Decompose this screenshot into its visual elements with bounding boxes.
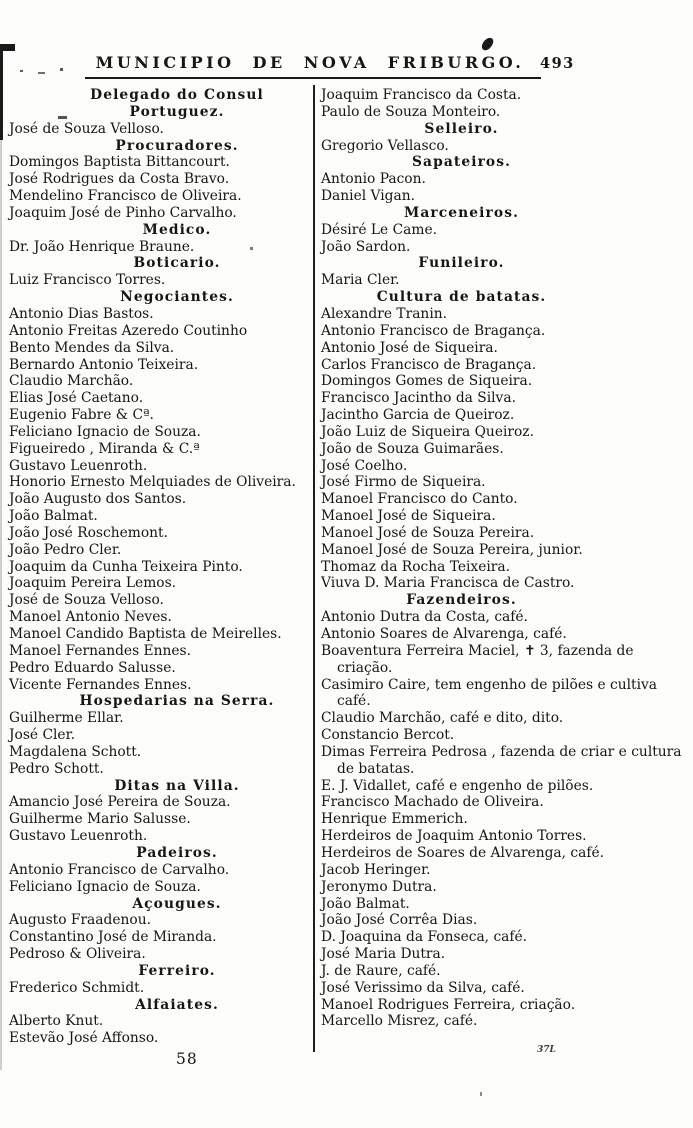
directory-entry: Elias José Caetano.	[9, 390, 144, 407]
directory-entry: Dr. João Henrique Braune.	[9, 238, 195, 255]
directory-entry: Eugenio Fabre & Cª.	[9, 407, 154, 424]
directory-entry: Joaquim José de Pinho Carvalho.	[9, 204, 237, 221]
directory-entry: Guilherme Ellar.	[9, 710, 124, 727]
directory-entry: Manoel Candido Baptista de Meirelles.	[9, 626, 282, 642]
directory-entry: Antonio Francisco de Carvalho.	[9, 861, 230, 878]
header-rule	[85, 77, 541, 79]
directory-entry: Magdalena Schott.	[9, 743, 142, 760]
directory-entry: Joaquim Pereira Lemos.	[9, 575, 177, 592]
scan-artifact	[250, 247, 253, 250]
directory-entry: Manoel Rodrigues Ferreira, criação.	[321, 996, 576, 1013]
directory-entry: José Coelho.	[321, 457, 408, 474]
category-heading: Ferreiro.	[138, 962, 216, 979]
scan-artifact	[58, 116, 67, 119]
directory-entry: Antonio José de Siqueira.	[321, 339, 498, 356]
scan-artifact	[0, 140, 2, 1070]
page-number: 493	[540, 55, 575, 72]
directory-entry: Antonio Dias Bastos.	[9, 305, 154, 322]
directory-entry: Bento Mendes da Silva.	[9, 339, 175, 356]
directory-entry: Domingos Gomes de Siqueira.	[321, 373, 533, 390]
directory-entry: Marcello Misrez, café.	[321, 1013, 478, 1030]
directory-entry: Maria Cler.	[321, 272, 400, 289]
directory-entry: Daniel Vigan.	[321, 188, 416, 205]
category-heading: Selleiro.	[424, 120, 499, 137]
directory-entry: José Rodrigues da Costa Bravo.	[9, 171, 230, 188]
directory-entry: Désiré Le Came.	[321, 221, 437, 238]
directory-entry: Gregorio Vellasco.	[321, 137, 449, 154]
directory-entry: João Sardon.	[321, 238, 411, 255]
signature-mark: 58	[176, 1050, 198, 1068]
scan-artifact	[480, 36, 495, 53]
directory-entry: Estevão José Affonso.	[9, 1030, 159, 1047]
category-heading: Delegado do Consul Portuguez.	[90, 87, 264, 120]
directory-entry: José de Souza Velloso.	[9, 592, 164, 609]
directory-entry: Manoel Francisco do Canto.	[321, 491, 518, 508]
right-column	[321, 87, 686, 1030]
directory-entry: Mendelino Francisco de Oliveira.	[9, 188, 242, 205]
directory-entry: João Balmat.	[321, 895, 410, 912]
directory-entry: João de Souza Guimarães.	[321, 440, 504, 457]
scan-artifact	[38, 72, 45, 74]
directory-entry: José de Souza Velloso.	[9, 120, 164, 137]
directory-entry: Jeronymo Dutra.	[321, 878, 437, 895]
directory-entry: Viuva D. Maria Francisca de Castro.	[321, 575, 575, 592]
directory-entry: Manoel José de Souza Pereira, junior.	[321, 541, 583, 558]
directory-entry: Jacintho Garcia de Queiroz.	[321, 407, 515, 424]
directory-entry: Claudio Marchão, café e dito, dito.	[321, 710, 564, 727]
category-heading: Procuradores.	[115, 137, 239, 154]
directory-entry: Dimas Ferreira Pedrosa , fazenda de criar e cultura de batatas.	[321, 743, 682, 777]
directory-entry: J. de Raure, café.	[321, 962, 441, 979]
scan-artifact	[0, 44, 3, 140]
directory-entry: Bernardo Antonio Teixeira.	[9, 356, 199, 373]
scan-artifact	[0, 44, 15, 51]
directory-entry: Thomaz da Rocha Teixeira.	[321, 558, 510, 575]
category-heading: Alfaiates.	[135, 996, 219, 1013]
directory-entry: Luiz Francisco Torres.	[9, 272, 166, 289]
directory-entry: Paulo de Souza Monteiro.	[321, 103, 501, 120]
directory-entry: Antonio Pacon.	[321, 171, 426, 188]
directory-entry: José Maria Dutra.	[321, 946, 446, 963]
directory-entry: Carlos Francisco de Bragança.	[321, 356, 537, 373]
directory-entry: Manoel Fernandes Ennes.	[9, 642, 192, 659]
directory-entry: Casimiro Caire, tem engenho de pilões e cultiva café.	[321, 676, 658, 710]
category-heading: Funileiro.	[418, 255, 505, 272]
category-heading: Cultura de batatas.	[376, 289, 547, 306]
directory-entry: Antonio Freitas Azeredo Coutinho	[9, 322, 248, 339]
directory-entry: Francisco Jacintho da Silva.	[321, 390, 516, 407]
category-heading: Padeiros.	[136, 844, 218, 861]
left-column	[9, 87, 313, 1047]
directory-entry: Joaquim Francisco da Costa.	[321, 87, 522, 103]
directory-entry: João Augusto dos Santos.	[9, 491, 187, 508]
directory-entry: Alberto Knut.	[9, 1013, 104, 1030]
directory-entry: Gustavo Leuenroth.	[9, 828, 148, 845]
page-title: MUNICIPIO DE NOVA FRIBURGO.	[95, 53, 525, 72]
directory-entry: Frederico Schmidt.	[9, 979, 145, 996]
directory-entry: D. Joaquina da Fonseca, café.	[321, 929, 528, 946]
category-heading: Medico.	[142, 221, 212, 238]
directory-entry: Henrique Emmerich.	[321, 811, 468, 828]
directory-entry: Boaventura Ferreira Maciel, ✝ 3, fazenda de criação.	[321, 642, 634, 676]
directory-entry: Feliciano Ignacio de Souza.	[9, 878, 201, 895]
category-heading: Açougues.	[132, 895, 222, 912]
scan-artifact	[60, 68, 63, 71]
directory-entry: Manoel José de Souza Pereira.	[321, 524, 535, 541]
directory-entry: Manoel José de Siqueira.	[321, 508, 496, 525]
directory-entry: Manoel Antonio Neves.	[9, 609, 172, 626]
directory-entry: Feliciano Ignacio de Souza.	[9, 423, 201, 440]
directory-entry: João Luiz de Siqueira Queiroz.	[321, 423, 534, 440]
directory-entry: José Firmo de Siqueira.	[321, 474, 486, 491]
category-heading: Boticario.	[133, 255, 221, 272]
directory-entry: Pedro Schott.	[9, 760, 104, 777]
directory-entry: Antonio Dutra da Costa, café.	[321, 609, 528, 626]
category-heading: Negociantes.	[120, 289, 234, 306]
directory-entry: João Pedro Cler.	[9, 541, 122, 558]
directory-entry: José Verissimo da Silva, café.	[321, 979, 525, 996]
directory-entry: Pedro Eduardo Salusse.	[9, 659, 176, 676]
column-divider-rule	[313, 85, 315, 1052]
directory-entry: João José Roschemont.	[9, 524, 168, 541]
directory-entry: Joaquim da Cunha Teixeira Pinto.	[9, 558, 243, 575]
category-heading: Marceneiros.	[404, 204, 519, 221]
scan-artifact	[20, 70, 23, 72]
category-heading: Fazendeiros.	[406, 592, 517, 609]
directory-entry: Augusto Fraadenou.	[9, 912, 151, 929]
directory-entry: Claudio Marchão.	[9, 373, 134, 390]
directory-entry: Pedroso & Oliveira.	[9, 946, 146, 963]
directory-entry: Honorio Ernesto Melquiades de Oliveira.	[9, 474, 296, 491]
category-heading: Hospedarias na Serra.	[79, 693, 275, 710]
directory-entry: João José Corrêa Dias.	[321, 912, 478, 929]
directory-entry: Guilherme Mario Salusse.	[9, 811, 191, 828]
directory-entry: Constantino José de Miranda.	[9, 929, 217, 946]
printer-mark: 37L	[537, 1045, 556, 1055]
directory-entry: João Balmat.	[9, 508, 98, 525]
directory-entry: Gustavo Leuenroth.	[9, 457, 148, 474]
directory-entry: José Cler.	[9, 727, 76, 744]
directory-entry: Vicente Fernandes Ennes.	[9, 676, 192, 693]
directory-entry: Amancio José Pereira de Souza.	[9, 794, 231, 811]
directory-entry: Herdeiros de Joaquim Antonio Torres.	[321, 828, 587, 845]
directory-entry: Herdeiros de Soares de Alvarenga, café.	[321, 844, 605, 861]
directory-entry: E. J. Vidallet, café e engenho de pilões.	[321, 777, 594, 794]
directory-entry: Antonio Soares de Alvarenga, café.	[321, 626, 567, 642]
directory-entry: Francisco Machado de Oliveira.	[321, 794, 544, 811]
category-heading: Ditas na Villa.	[114, 777, 240, 794]
scan-artifact	[480, 1092, 482, 1096]
directory-entry: Antonio Francisco de Bragança.	[321, 322, 546, 339]
directory-entry: Alexandre Tranin.	[321, 305, 448, 322]
directory-entry: Jacob Heringer.	[321, 861, 431, 878]
directory-entry: Figueiredo , Miranda & C.ª	[9, 440, 200, 457]
category-heading: Sapateiros.	[411, 154, 512, 171]
directory-entry: Constancio Bercot.	[321, 727, 455, 744]
directory-entry: Domingos Baptista Bittancourt.	[9, 154, 230, 171]
